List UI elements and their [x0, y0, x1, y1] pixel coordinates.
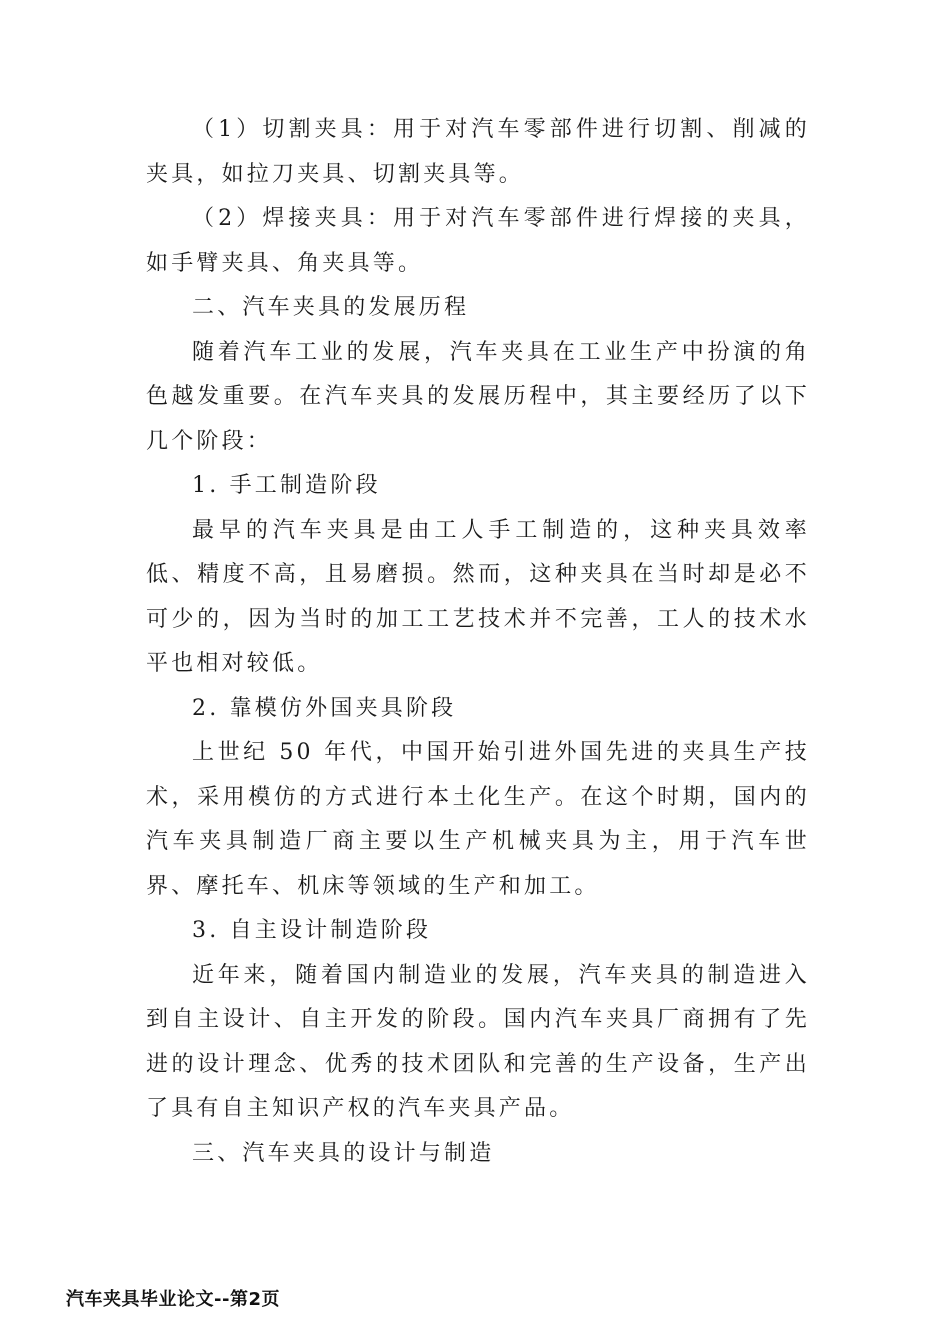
paragraph-manual-manufacturing: 最早的汽车夹具是由工人手工制造的，这种夹具效率低、精度不高，且易磨损。然而，这种夹具在当时却是必不可少的，因为当时的加工工艺技术并不完善，工人的技术水平也相对较低。 — [146, 517, 810, 676]
page-footer: 汽车夹具毕业论文--第2页 — [66, 1289, 280, 1310]
paragraph-welding-fixture: （2）焊接夹具：用于对汽车零部件进行焊接的夹具，如手臂夹具、角夹具等。 — [146, 206, 810, 276]
document-body — [146, 108, 810, 1176]
stage-heading-independent-design: 3. 自主设计制造阶段 — [192, 918, 432, 943]
paragraph-imitation: 上世纪 50 年代，中国开始引进外国先进的夹具生产技术，采用模仿的方式进行本土化生产。在这个时期，国内的汽车夹具制造厂商主要以生产机械夹具为主，用于汽车世界、摩托车、机床等领域的生产和加工。 — [146, 740, 810, 899]
section-heading-design-and-manufacturing: 三、汽车夹具的设计与制造 — [192, 1140, 495, 1166]
stage-heading-imitation: 2. 靠模仿外国夹具阶段 — [192, 695, 457, 721]
stage-heading-manual-manufacturing: 1. 手工制造阶段 — [192, 473, 381, 498]
section-heading-development-history: 二、汽车夹具的发展历程 — [192, 295, 470, 320]
paragraph-cutting-fixture: （1）切割夹具：用于对汽车零部件进行切割、削减的夹具，如拉刀夹具、切割夹具等。 — [146, 117, 810, 187]
paragraph-independent-design: 近年来，随着国内制造业的发展，汽车夹具的制造进入到自主设计、自主开发的阶段。国内汽车夹具厂商拥有了先进的设计理念、优秀的技术团队和完善的生产设备，生产出了具有自主知识产权的汽车夹具产品。 — [146, 962, 810, 1121]
paragraph-development-intro: 随着汽车工业的发展，汽车夹具在工业生产中扮演的角色越发重要。在汽车夹具的发展历程中，其主要经历了以下几个阶段： — [146, 339, 810, 454]
